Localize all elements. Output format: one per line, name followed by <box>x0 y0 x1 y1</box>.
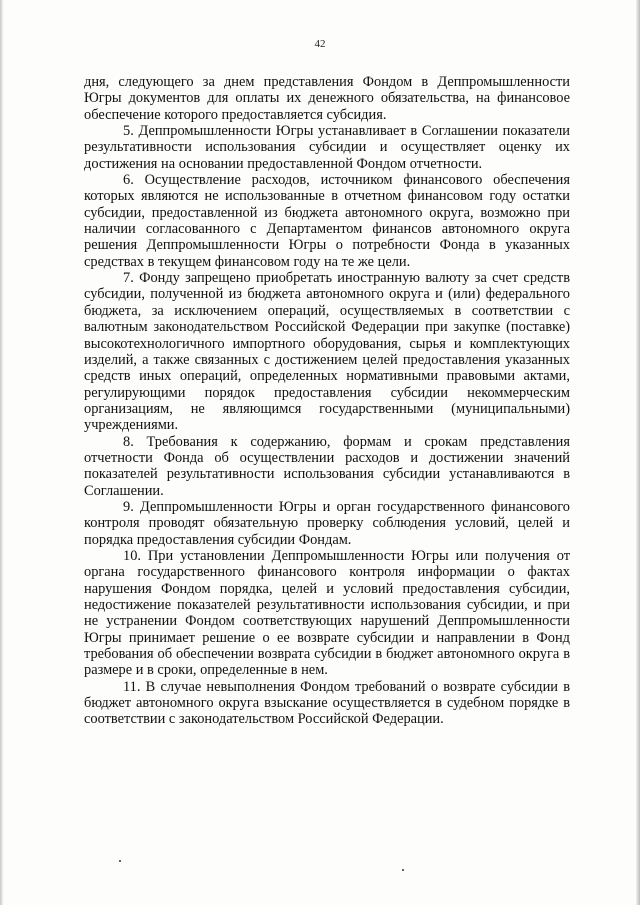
page-number: 42 <box>314 38 326 50</box>
paragraph-10: 10. При установлении Деппромышленности Югры или получения от органа государственного финансового контроля информации о фактах нарушения Фондом порядка, целей и условий предоставления субсидии, недостижение показателей результативности использования субсидии, и при не устранении Фондом соответствующих нарушений Деппромышленности Югры принимает решение о ее возврате субсидии и направлении в Фонд требования об обеспечении возврата субсидии в бюджет автономного округа в размере и в сроки, определенные в нем. <box>84 547 570 679</box>
scan-speck <box>119 860 121 862</box>
scan-speck <box>402 869 404 871</box>
paragraph-9: 9. Деппромышленности Югры и орган государственного финансового контроля проводят обязательную проверку соблюдения условий, целей и порядка предоставления субсидии Фондам. <box>84 498 570 548</box>
paragraph-continuation: дня, следующего за днем представления Фондом в Деппромышленности Югры документов для оплаты их денежного обязательства, на финансовое обеспечение которого предоставляется субсидия. <box>84 74 570 123</box>
paragraph-5: 5. Деппромышленности Югры устанавливает в Соглашении показатели результативности использования субсидии и осуществляет оценку их достижения на основании предоставленной Фондом отчетности. <box>84 123 570 172</box>
document-body <box>84 74 570 728</box>
paragraph-8: 8. Требования к содержанию, формам и срокам представления отчетности Фонда об осуществлении расходов и достижении значений показателей результативности использования субсидии устанавливаются в Соглашении. <box>84 433 570 499</box>
paragraph-11: 11. В случае невыполнения Фондом требований о возврате субсидии в бюджет автономного округа взыскание осуществляется в судебном порядке в соответствии с законодательством Российской Федерации. <box>84 678 570 728</box>
paragraph-7: 7. Фонду запрещено приобретать иностранную валюту за счет средств субсидии, полученной из бюджета автономного округа и (или) федерального бюджета, за исключением операций, осуществляемых в соответствии с валютным законодательством Российской Федерации при закупке (поставке) высокотехнологичного импортного оборудования, сырья и комплектующих изделий, а также связанных с достижением целей предоставления указанных средств иных операций, определенных нормативными правовыми актами, регулирующими порядок предоставления субсидии некоммерческим организациям, не являющимся государственными (муниципальными) учреждениями. <box>84 270 570 434</box>
scan-edge-right <box>636 0 640 905</box>
scan-edge-left <box>0 0 3 905</box>
paragraph-6: 6. Осуществление расходов, источником финансового обеспечения которых являются не использованные в отчетном финансовом году остатки субсидии, предоставленной из бюджета автономного округа, возможно при наличии согласованного с Департаментом финансов автономного округа решения Деппромышленности Югры о потребности Фонда в указанных средствах в текущем финансовом году на те же цели. <box>84 172 570 270</box>
